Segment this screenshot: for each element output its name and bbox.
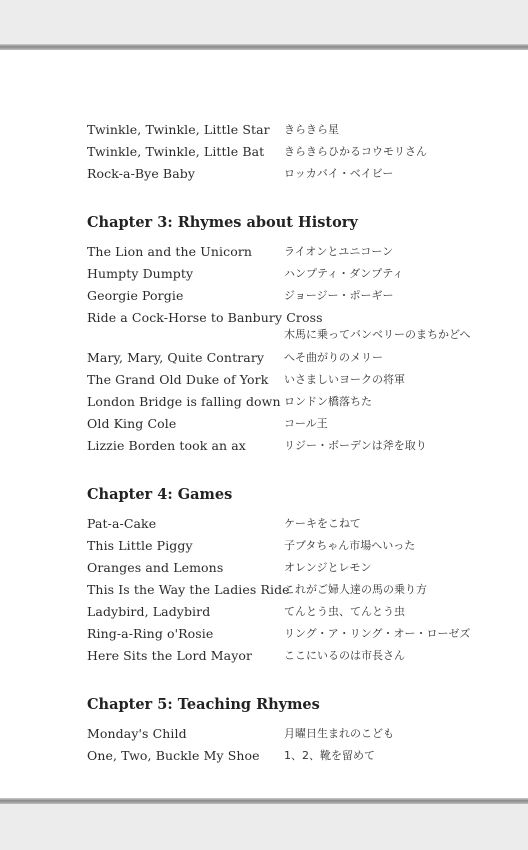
entry-title-jp: 木馬に乗ってバンベリーのまちかどへ: [284, 328, 471, 341]
toc-entry[interactable]: [87, 347, 507, 369]
toc-entry[interactable]: [87, 513, 507, 535]
entry-title-jp: きらきら星: [284, 123, 339, 136]
entry-title-en: Twinkle, Twinkle, Little Star: [87, 122, 270, 137]
entry-title-en: Georgie Porgie: [87, 288, 184, 303]
entry-title-jp: ジョージー・ポーギー: [284, 289, 394, 302]
entry-title-jp: 1、2、靴を留めて: [284, 749, 375, 762]
entry-title-en: Ring-a-Ring o'Rosie: [87, 626, 214, 641]
entry-title-jp: ケーキをこねて: [284, 517, 361, 530]
toc-entry[interactable]: [87, 623, 507, 645]
entry-title-en: Old King Cole: [87, 416, 177, 431]
toc-entry[interactable]: [87, 119, 507, 141]
entry-title-en: One, Two, Buckle My Shoe: [87, 748, 260, 763]
entry-title-en: Pat-a-Cake: [87, 516, 157, 531]
entry-title-en: London Bridge is falling down: [87, 394, 281, 409]
entry-title-en: Humpty Dumpty: [87, 266, 194, 281]
toc-entry[interactable]: [87, 535, 507, 557]
entry-title-en: Rock-a-Bye Baby: [87, 166, 196, 181]
entry-title-en: Mary, Mary, Quite Contrary: [87, 350, 265, 365]
toc-entry[interactable]: [87, 413, 507, 435]
toc-section-chapter-5: [87, 693, 507, 767]
entry-title-en: The Lion and the Unicorn: [87, 244, 253, 259]
entry-title-en: Monday's Child: [87, 726, 187, 741]
page-top-edge: [0, 44, 528, 50]
chapter-heading: Chapter 3: Rhymes about History: [87, 214, 358, 231]
toc-entry[interactable]: [87, 369, 507, 391]
entry-title-en: This Little Piggy: [87, 538, 193, 553]
entry-title-jp: ロンドン橋落ちた: [284, 395, 372, 408]
entry-title-jp: いさましいヨークの将軍: [284, 373, 405, 386]
page-bottom-edge: [0, 798, 528, 804]
toc-entry[interactable]: [87, 601, 507, 623]
entry-title-jp: へそ曲がりのメリー: [284, 351, 383, 364]
toc-entry[interactable]: [87, 263, 507, 285]
entry-title-en: The Grand Old Duke of York: [87, 372, 269, 387]
entry-title-jp: てんとう虫、てんとう虫: [284, 605, 405, 618]
table-of-contents: [87, 119, 507, 767]
toc-entry[interactable]: [87, 435, 507, 457]
entry-title-jp: ここにいるのは市長さん: [284, 649, 405, 662]
entry-title-en: Twinkle, Twinkle, Little Bat: [87, 144, 265, 159]
entry-title-en: This Is the Way the Ladies Ride: [87, 582, 290, 597]
toc-entry[interactable]: [87, 745, 507, 767]
chapter-heading: Chapter 5: Teaching Rhymes: [87, 696, 320, 713]
toc-entry[interactable]: [87, 645, 507, 667]
toc-entry[interactable]: [87, 557, 507, 579]
toc-entry[interactable]: [87, 241, 507, 263]
entry-title-jp: リング・ア・リング・オー・ローゼズ: [284, 627, 471, 640]
toc-entry[interactable]: [87, 307, 507, 347]
entry-title-en: Here Sits the Lord Mayor: [87, 648, 253, 663]
entry-title-jp: 子ブタちゃん市場へいった: [284, 539, 416, 552]
toc-entry[interactable]: [87, 391, 507, 413]
toc-section-chapter-3: [87, 211, 507, 457]
toc-entry[interactable]: [87, 141, 507, 163]
entry-title-jp: ロッカバイ・ベイビー: [284, 167, 394, 180]
entry-title-en: Ride a Cock-Horse to Banbury Cross: [87, 310, 323, 325]
toc-entry[interactable]: [87, 723, 507, 745]
entry-title-jp: ライオンとユニコーン: [284, 245, 394, 258]
entry-title-en: Oranges and Lemons: [87, 560, 224, 575]
entry-title-jp: これがご婦人達の馬の乗り方: [284, 583, 427, 596]
toc-entry[interactable]: [87, 163, 507, 185]
entry-title-jp: 月曜日生まれのこども: [284, 727, 394, 740]
chapter-heading: Chapter 4: Games: [87, 486, 233, 503]
entry-title-en: Lizzie Borden took an ax: [87, 438, 246, 453]
entry-title-jp: ハンプティ・ダンプティ: [284, 267, 404, 280]
toc-section-continued: [87, 119, 507, 185]
toc-entry[interactable]: [87, 285, 507, 307]
entry-title-jp: オレンジとレモン: [284, 561, 372, 574]
entry-title-jp: コール王: [284, 417, 328, 430]
toc-section-chapter-4: [87, 483, 507, 667]
entry-title-jp: リジー・ボーデンは斧を取り: [284, 439, 427, 452]
toc-entry[interactable]: [87, 579, 507, 601]
entry-title-en: Ladybird, Ladybird: [87, 604, 211, 619]
entry-title-jp: きらきらひかるコウモリさん: [284, 145, 427, 158]
